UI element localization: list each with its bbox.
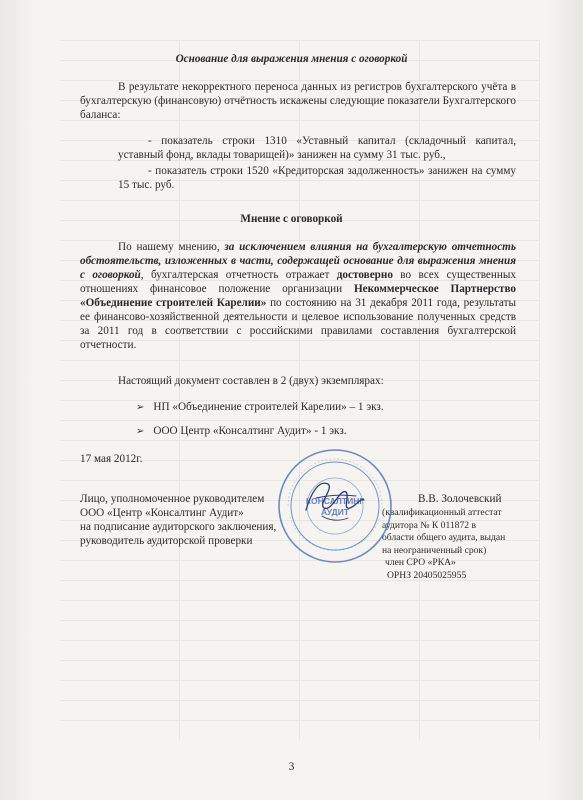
opinion-paragraph <box>80 240 516 352</box>
copies-item-label: НП «Объединение строителей Карелии» – 1 экз. <box>153 401 384 413</box>
page-number: 3 <box>288 761 295 773</box>
stamp-inner-text-2: АУДИТ <box>320 507 350 517</box>
opinion-emphasis-3: Некоммерческое Партнерство «Объединение строителей Карелии» <box>80 283 517 309</box>
copies-item-label: ООО Центр «Консалтинг Аудит» - 1 экз. <box>153 425 347 437</box>
signer-right-line: ОРНЗ 20405025955 <box>387 569 467 581</box>
document-date: 17 мая 2012г. <box>80 453 143 465</box>
arrow-bullet-icon: ➢ <box>136 402 145 413</box>
basis-paragraph: В результате некорректного переноса данных из регистров бухгалтерского учёта в бухгалтерскую (финансовую) отчётность искажены следующие показатели Бухгалтерского баланса: <box>80 81 516 121</box>
copies-item-2 <box>136 424 516 439</box>
signer-left-line: Лицо, уполномоченное руководителем <box>80 493 265 505</box>
heading-basis: Основание для выражения мнения с оговоркой <box>175 53 408 65</box>
opinion-emphasis-2: достоверно <box>336 269 393 281</box>
opinion-text-2: , бухгалтерская отчетность отражает <box>140 269 337 281</box>
opinion-text-3: во всех существенных отношениях финансовое положение организации <box>80 269 516 295</box>
basis-item-1: - показатель строки 1310 «Уставный капитал (складочный капитал, уставный фонд, вклады товарищей)» занижен на сумму 31 тыс. руб., <box>118 135 516 161</box>
signer-name: В.В. Золочевский <box>418 493 502 505</box>
basis-item-2: - показатель строки 1520 «Кредиторская задолженность» занижен на сумму 15 тыс. руб. <box>118 165 516 191</box>
signer-right-line: на неограниченный срок) <box>382 544 487 556</box>
arrow-bullet-icon: ➢ <box>136 426 145 437</box>
heading-opinion: Мнение с оговоркой <box>240 213 343 225</box>
signer-right-line: член СРО «РКА» <box>385 557 456 568</box>
opinion-text-1: По нашему мнению, <box>118 241 225 253</box>
signer-right-line: аудитора № К 011872 в <box>382 519 476 531</box>
signer-right-line: (квалификационный аттестат <box>382 507 502 518</box>
copies-item-1 <box>136 400 516 415</box>
signer-right-block <box>382 507 542 582</box>
signer-left-line: на подписание аудиторского заключения, <box>80 521 277 533</box>
handwritten-signature <box>298 470 368 528</box>
opinion-emphasis-1: за исключением влияния на бухгалтерскую отчетность обстоятельств, изложенных в части, содержащей основание для выражения мнения с оговоркой <box>80 241 516 281</box>
signer-right-line: области общего аудита, выдан <box>382 532 506 543</box>
signer-left-line: ООО «Центр «Консалтинг Аудит» <box>80 507 244 519</box>
opinion-text-4: по состоянию на 31 декабря 2011 года, результаты ее финансово-хозяйственной деятельности и целевое использование полученных средств за 2011 год в соответствии с российскими правилами составления бухгалтерской отчетности. <box>80 297 517 351</box>
stamp-inner-text: КОНСАЛТИНГ <box>305 496 365 506</box>
signer-left-line: руководитель аудиторской проверки <box>80 535 253 547</box>
copies-text: Настоящий документ составлен в 2 (двух) экземплярах: <box>118 375 384 387</box>
